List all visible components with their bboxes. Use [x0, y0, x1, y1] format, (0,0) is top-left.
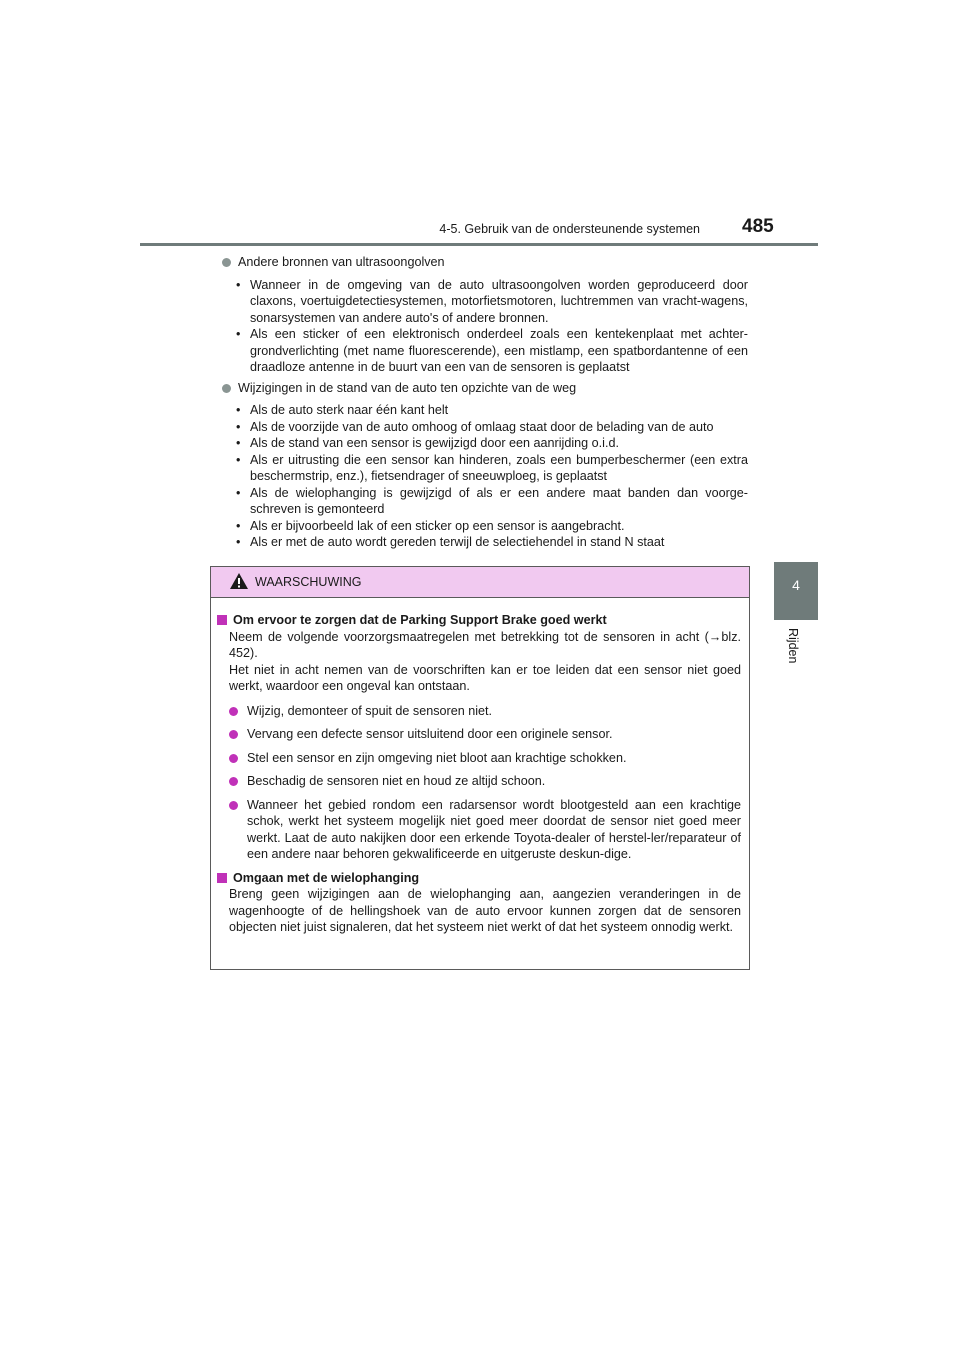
warning-bullet: Vervang een defecte sensor uitsluitend door een originele sensor.	[217, 726, 741, 743]
header-rule	[140, 243, 818, 246]
square-bullet-icon	[217, 873, 227, 883]
group-heading: Andere bronnen van ultrasoongolven	[222, 254, 748, 271]
warning-body	[211, 598, 749, 936]
bullet-dot-icon	[229, 777, 238, 786]
warning-paragraph: Breng geen wijzigingen aan de wielophanging aan, aangezien veranderingen in de wagenhoogte of de hellingshoek van de auto ervoor kunnen zorgen dat de sensoren objecten niet juist signaleren, dat het systeem niet werkt of dat het systeem onnodig werkt.	[229, 887, 741, 934]
main-content	[222, 254, 748, 555]
bullet-dot-icon	[222, 258, 231, 267]
bullet-dot-icon	[229, 730, 238, 739]
list-item: • Als de auto sterk naar één kant helt	[236, 403, 449, 417]
list-item: • Als de voorzijde van de auto omhoog of omlaag staat door de belading van de auto	[236, 419, 714, 434]
section-title: 4-5. Gebruik van de ondersteunende systemen	[439, 222, 700, 236]
bullet-dot-icon	[229, 801, 238, 810]
warning-title: WAARSCHUWING	[255, 575, 362, 589]
item-list	[222, 402, 748, 551]
list-item: • Als er met de auto wordt gereden terwijl de selectiehendel in stand N staat	[236, 535, 665, 549]
list-item: • Als er uitrusting die een sensor kan hinderen, zoals een bumperbeschermer (een extra beschermstrip, enz.), fietsendrager of sneeuwploeg, is geplaatst	[236, 452, 748, 483]
chapter-tab	[774, 562, 818, 620]
warning-section-heading: Omgaan met de wielophanging	[217, 870, 741, 887]
bullet-dot-icon	[229, 754, 238, 763]
warning-bullet: Stel een sensor en zijn omgeving niet bloot aan krachtige schokken.	[217, 750, 741, 767]
warning-header	[211, 567, 749, 598]
list-item: • Als de wielophanging is gewijzigd of als er een andere maat banden dan voorge-schreven is gemonteerd	[236, 485, 748, 516]
warning-paragraph: Neem de volgende voorzorgsmaatregelen met betrekking tot de sensoren in acht (→blz. 452). Het niet in acht nemen van de voorschriften kan er toe leiden dat een sensor niet goed werkt, waardoor een ongeval kan ontstaan.	[229, 629, 741, 693]
chapter-label: Rijden	[786, 628, 800, 664]
bullet-dot-icon	[222, 384, 231, 393]
warning-box	[210, 566, 750, 970]
list-item: • Wanneer in de omgeving van de auto ultrasoongolven worden geproduceerd door claxons, voertuigdetectiesystemen, motorfietsmotoren, luchtremmen van vracht-wagens, sonarsystemen van andere auto's of andere bronnen.	[236, 277, 748, 325]
warning-section-heading: Om ervoor te zorgen dat de Parking Support Brake goed werkt	[217, 612, 741, 629]
bullet-dot-icon	[229, 707, 238, 716]
warning-triangle-icon	[229, 571, 249, 594]
page-number: 485	[742, 216, 774, 237]
list-item: • Als er bijvoorbeeld lak of een sticker op een sensor is aangebracht.	[236, 518, 625, 533]
warning-bullet: Beschadig de sensoren niet en houd ze altijd schoon.	[217, 773, 741, 790]
item-list	[222, 277, 748, 376]
chapter-number: 4	[792, 577, 800, 593]
square-bullet-icon	[217, 615, 227, 625]
warning-bullet: Wijzig, demonteer of spuit de sensoren niet.	[217, 703, 741, 720]
warning-bullet: Wanneer het gebied rondom een radarsensor wordt blootgesteld aan een krachtige schok, werkt het systeem mogelijk niet goed meer doordat de sensor niet goed meer werkt. Laat de auto nakijken door een erkende Toyota-dealer of herstel-ler/reparateur of een andere naar behoren gekwalificeerde en uitgeruste deskun-dige.	[217, 797, 741, 863]
list-item: • Als de stand van een sensor is gewijzigd door een aanrijding o.i.d.	[236, 436, 619, 450]
group-heading: Wijzigingen in de stand van de auto ten opzichte van de weg	[222, 380, 748, 397]
list-item: • Als een sticker of een elektronisch onderdeel zoals een kentekenplaat met achter-grondverlichting (met name fluorescerende), een mistlamp, een spatbordantenne of een draadloze antenne in de buurt van een van de sensoren is geplaatst	[236, 327, 748, 374]
